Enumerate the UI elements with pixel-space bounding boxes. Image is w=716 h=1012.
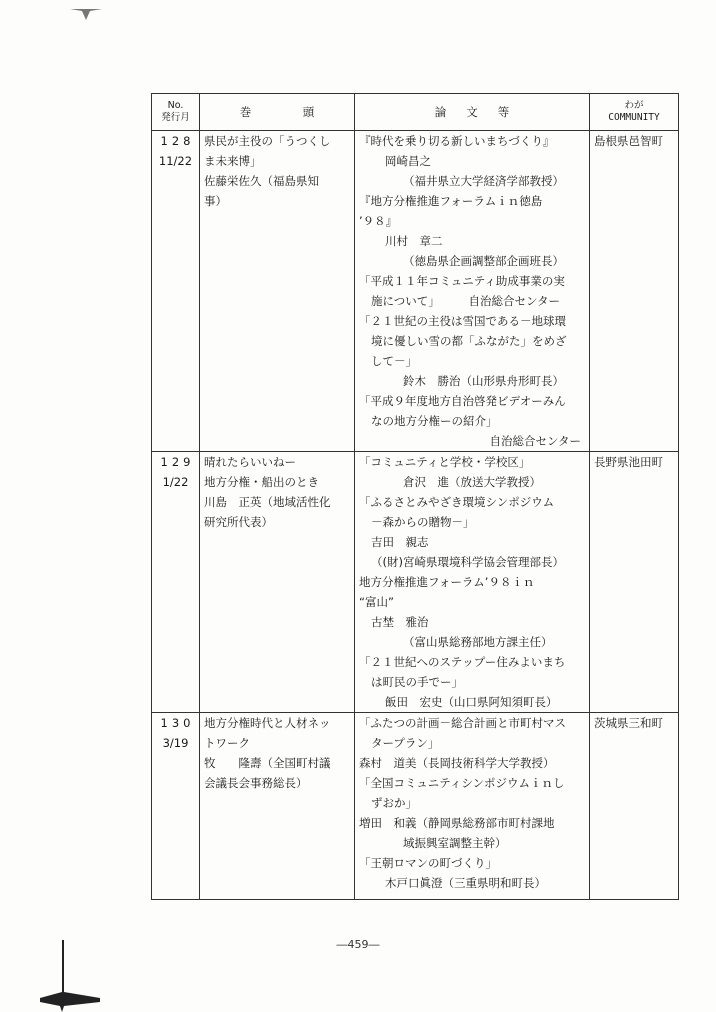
header-kantou: [200, 94, 355, 131]
essay-author: 鈴木 勝治（山形県舟形町長）: [403, 374, 564, 388]
binding-mark-top: [70, 8, 102, 20]
kantou-line: 佐藤栄佐久（福島県知: [204, 174, 319, 188]
essay-title: 「平成９年度地方自治啓発ビデオーみん: [359, 394, 566, 408]
community-cell: [590, 131, 679, 452]
issue-number: 130: [160, 716, 195, 730]
table-row: [152, 713, 679, 900]
essay-author: 木戸口眞澄（三重県明和町長）: [385, 876, 546, 890]
community-name: 長野県池田町: [594, 455, 663, 469]
essay-title: 「２１世紀へのステップー住みよいまち: [359, 655, 566, 669]
essay-affiliation: （徳島県企画調整部企画班長）: [403, 254, 564, 268]
header-no: [152, 94, 200, 131]
header-community: [590, 94, 679, 131]
essays-cell: [355, 131, 590, 452]
kantou-line: 地方分権時代と人材ネッ: [204, 716, 331, 730]
header-ronbun: [355, 94, 590, 131]
kantou-line: 川島 正英（地域活性化: [204, 495, 331, 509]
essay-title: “富山”: [359, 595, 394, 609]
header-community-label: COMMUNITY: [608, 112, 660, 123]
essay-title: 「２１世紀の主役は雪国である－地球環: [359, 314, 566, 328]
kantou-cell: [200, 452, 355, 713]
essay-affiliation: 域振興室調整主幹）: [403, 836, 507, 850]
essay-author: 古埜 雅治: [371, 615, 429, 629]
essay-title: 「平成１１年コミュニティ助成事業の実: [359, 274, 565, 288]
essay-title: 「ふるさとみやざき環境シンポジウム: [359, 495, 555, 509]
header-community-waga: わが: [624, 100, 644, 111]
essay-title: 境に優しい雪の都「ふながた」をめざ: [371, 334, 567, 348]
essay-affiliation: （福井県立大学経済学部教授）: [403, 174, 564, 188]
issue-date: 1/22: [162, 475, 189, 489]
essay-author: 森村 道美（長岡技術科学大学教授）: [359, 756, 555, 770]
header-issue-month-label: 発行月: [161, 112, 190, 123]
essay-author: 増田 和義（静岡県総務部市町村課地: [359, 816, 555, 830]
issue-number: 128: [160, 134, 195, 148]
header-kantou-label: 巻 頭: [239, 105, 335, 119]
essay-title: 『地方分権推進フォーラムｉｎ徳島: [359, 194, 543, 208]
issue-date: 3/19: [162, 736, 189, 750]
kantou-cell: [200, 713, 355, 900]
essay-author: 川村 章二: [385, 234, 443, 248]
issue-cell: [152, 452, 200, 713]
kantou-line: 研究所代表）: [204, 515, 273, 529]
essay-author: 吉田 親志: [371, 535, 429, 549]
table-row: [152, 131, 679, 452]
issue-cell: [152, 713, 200, 900]
kantou-line: トワーク: [204, 736, 250, 750]
kantou-line: 事）: [204, 194, 227, 208]
table-row: [152, 452, 679, 713]
kantou-cell: [200, 131, 355, 452]
essay-title: 「王朝ロマンの町づくり」: [359, 856, 497, 870]
essay-title: 『時代を乗り切る新しいまちづくり』: [359, 134, 555, 148]
kantou-line: 会議長会事務総長）: [204, 776, 308, 790]
essay-author: 岡崎昌之: [385, 154, 431, 168]
contents-table: [151, 93, 679, 900]
essay-title: して－」: [371, 354, 417, 368]
essay-affiliation: （富山県総務部地方課主任）: [403, 635, 553, 649]
kantou-line: 地方分権・船出のとき: [204, 475, 319, 489]
issue-date: 11/22: [158, 154, 193, 168]
header-no-label: No.: [167, 100, 184, 111]
kantou-line: 牧 隆壽（全国町村議: [204, 756, 331, 770]
essay-title: は町民の手でー」: [371, 675, 463, 689]
essay-title: タープラン」: [371, 736, 440, 750]
community-name: 島根県邑智町: [594, 134, 663, 148]
essay-author: 倉沢 進（放送大学教授）: [403, 475, 541, 489]
essay-title: ’９８』: [359, 214, 398, 228]
essay-title: なの地方分権ーの紹介」: [371, 414, 498, 428]
essay-title: ずおか」: [371, 796, 417, 810]
essay-title: －森からの贈物－」: [371, 515, 475, 529]
essay-title: 施について」 自治総合センター: [371, 294, 561, 308]
essay-title: 地方分権推進フォーラム’９８ｉｎ: [359, 575, 535, 589]
essay-title: 「ふたつの計画－総合計画と市町村マス: [359, 716, 566, 730]
binding-mark-bottom: [40, 940, 100, 1012]
essay-author: 自治総合センター: [489, 434, 581, 448]
issue-number: 129: [160, 455, 195, 469]
essays-cell: [355, 452, 590, 713]
issue-cell: [152, 131, 200, 452]
essay-title: 「コミュニティと学校・学校区」: [359, 455, 531, 469]
header-ronbun-label: 論文等: [434, 105, 530, 119]
essay-author: 飯田 宏史（山口県阿知須町長）: [385, 695, 558, 709]
page-number: ―459―: [336, 938, 380, 951]
community-cell: [590, 452, 679, 713]
kantou-line: ま未来博」: [204, 154, 262, 168]
table-header-row: [152, 94, 679, 131]
essay-title: 「全国コミュニティシンポジウムｉｎし: [359, 776, 565, 790]
essays-cell: [355, 713, 590, 900]
kantou-line: 晴れたらいいねー: [204, 455, 296, 469]
community-name: 茨城県三和町: [594, 716, 663, 730]
essay-affiliation: （(財)宮崎県環境科学協会管理部長）: [371, 555, 564, 569]
community-cell: [590, 713, 679, 900]
kantou-line: 県民が主役の「うつくし: [204, 134, 331, 148]
